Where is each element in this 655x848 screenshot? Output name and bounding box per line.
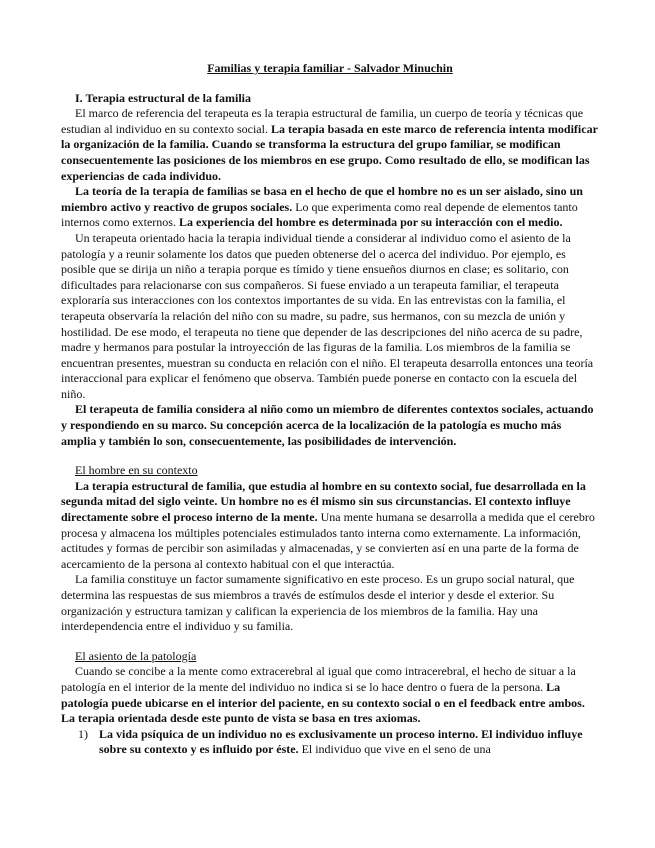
list-item-text: El individuo que vive en el seno de una [298, 742, 491, 757]
paragraph [61, 572, 599, 634]
paragraph [61, 479, 599, 573]
section-heading-hombre-contexto: El hombre en su contexto [75, 463, 198, 478]
list-item-number: 1) [78, 726, 88, 741]
paragraph-text: Lo que experimenta como real depende de elementos tanto internos como externos. [61, 199, 578, 230]
paragraph [61, 184, 599, 231]
paragraph [61, 106, 599, 184]
paragraph-text: Una mente humana se desarrolla a medida que el cerebro procesa y almacena los múltiples potenciales estimulados tanto interna como externamente. La información, actitudes y formas de percibir son asimiladas y almacenadas, y se convierten así en una parte de la forma de acercamiento de la persona al contexto habitual con el que interactúa. [61, 510, 595, 571]
paragraph-bold-text: El terapeuta de familia considera al niño como un miembro de diferentes contextos sociales, actuando y respondiendo en su marco. Su concepción acerca de la localización de la patología es mucho más amplia y también lo son, consecuentemente, las posibilidades de intervención. [61, 402, 594, 448]
list-item-bold-text: La vida psíquica de un individuo no es exclusivamente un proceso interno. El individuo influye sobre su contexto y es influido por éste. [99, 726, 583, 757]
paragraph-text: Cuando se concibe a la mente como extracerebral al igual que como intracerebral, el hecho de situar a la patología en el interior de la mente del individuo no indica si se lo hace dentro o fuera de la persona. [61, 664, 576, 694]
paragraph-bold-text: La terapia basada en este marco de referencia intenta modificar la organización de la familia. Cuando se transforma la estructura del grupo familiar, se modifican consecuentemente las posiciones de los miembros en ese grupo. Como resultado de ello, se modifican las experiencias de cada individuo. [61, 121, 598, 183]
document-title: Familias y terapia familiar - Salvador Minuchin [207, 61, 453, 75]
paragraph-bold-text: La patología puede ubicarse en el interior del paciente, en su contexto social o en el feedback entre ambos. La terapia orientada desde este punto de vista se basa en tres axiomas. [61, 679, 585, 726]
paragraph-bold-text: La experiencia del hombre es determinada por su interacción con el medio. [178, 215, 563, 230]
axiom-list [61, 727, 599, 758]
paragraph-bold-text: La teoría de la terapia de familias se basa en el hecho de que el hombre no es un ser aislado, sino un miembro activo y reactivo de grupos sociales. [61, 184, 583, 214]
list-item [61, 727, 599, 758]
paragraph [61, 664, 599, 726]
paragraph-text: Un terapeuta orientado hacia la terapia individual tiende a considerar al individuo como el asiento de la patología y a reunir solamente los datos que pueden obtenerse del o acerca del individuo. Por ejemplo, es posible que se dirija un niño a terapia porque es tímido y tiene ensueños diurnos en clase; es solitario, con dificultades para relacionarse con sus compañeros. Si fuese enviado a un terapeuta familiar, el terapeuta exploraría sus interacciones con los contextos importantes de su vida. En las entrevistas con la familia, el terapeuta observaría la relación del niño con su madre, su padre, sus hermanos, con su mezcla de unión y hostilidad. De ese modo, el terapeuta no tiene que depender de las descripciones del niño acerca de su padre, madre y hermanos para postular la introyección de las figuras de la familia. Los miembros de la familia se encuentran presentes, muestran su conducta en relación con el niño. El terapeuta desarrolla entonces una teoría interaccional para explicar el fenómeno que observa. También puede ponerse en contacto con la escuela del niño. [61, 230, 594, 401]
paragraph-text: La familia constituye un factor sumamente significativo en este proceso. Es un grupo social natural, que determina las respuestas de sus miembros a través de estímulos desde el interior y desde el exterior. Su organización y estructura tamizan y califican la experiencia de los miembros de la familia. Hay una interdependencia entre el individuo y su familia. [61, 572, 575, 634]
paragraph [61, 402, 599, 449]
paragraph-bold-text: La terapia estructural de familia, que estudia al hombre en su contexto social, fue desarrollada en la segunda mitad del siglo veinte. Un hombre no es él mismo sin sus circunstancias. El contexto influye directamente sobre el proceso interno de la mente. [61, 478, 586, 525]
section-heading-terapia-estructural: I. Terapia estructural de la familia [75, 90, 251, 105]
paragraph [61, 231, 599, 403]
document-body [61, 61, 599, 758]
paragraph-text: El marco de referencia del terapeuta es la terapia estructural de familia, un cuerpo de teoría y técnicas que estudian al individuo en su contexto social. [61, 106, 584, 136]
section-heading-asiento-patologia: El asiento de la patología [75, 648, 197, 663]
